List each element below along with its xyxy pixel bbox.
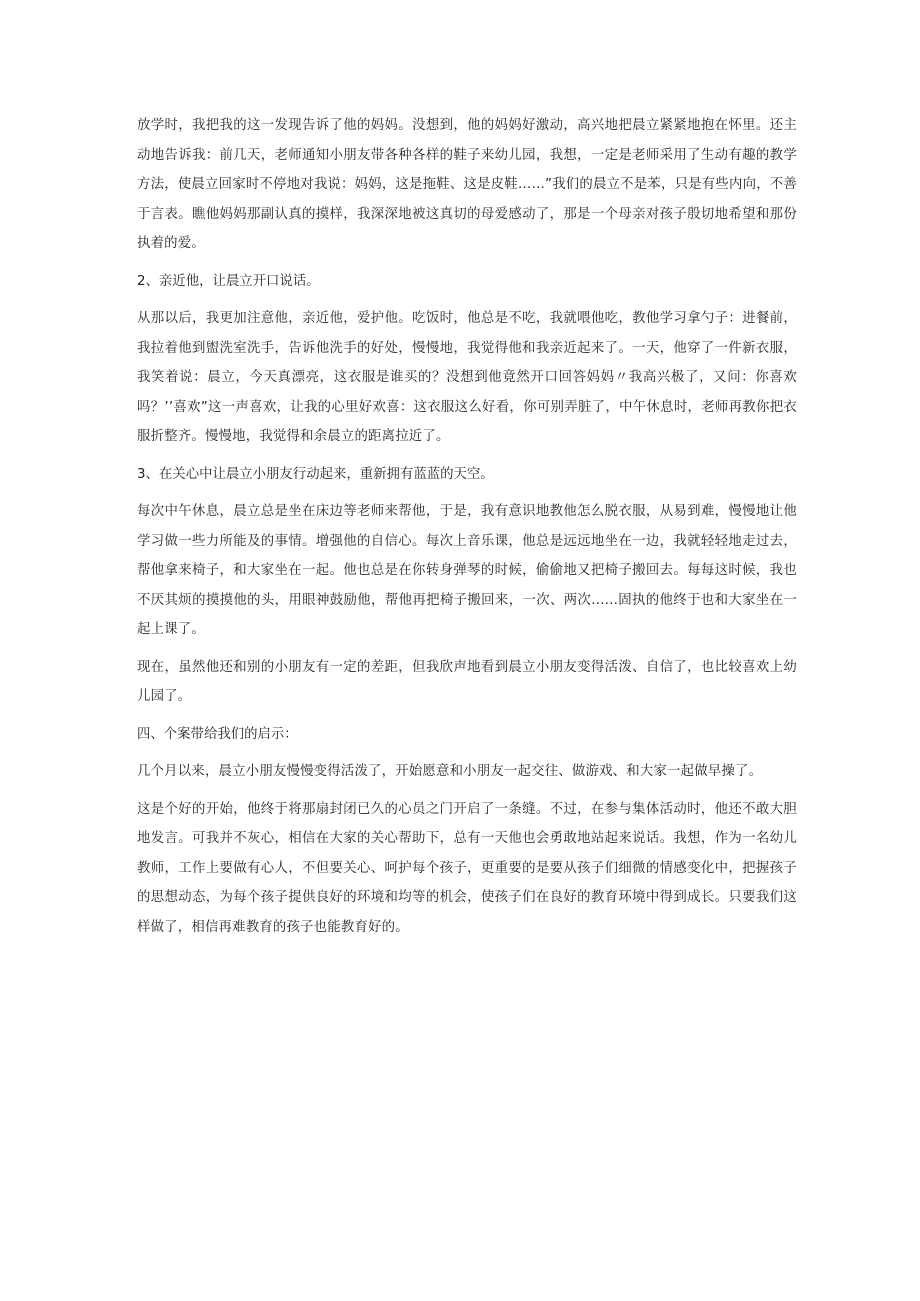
section-heading-2: 2、亲近他，让晨立开口说话。 [137, 273, 320, 289]
paragraph-mother-reaction: 放学时，我把我的这一发现告诉了他的妈妈。没想到，他的妈妈好激动，高兴地把晨立紧紧地抱在怀里。还主动地告诉我：前几天，老师通知小朋友带各种各样的鞋子来幼儿园，我想，一定是老师采用了生动有趣的教学方法，使晨立回家时不停地对我说：妈妈，这是拖鞋、这是皮鞋……”我们的晨立不是苯，只是有些内向，不善于言表。瞧他妈妈那副认真的摸样，我深深地被这真切的母爱感动了，那是一个母亲对孩子殷切地希望和那份执着的爱。 [137, 118, 797, 251]
section-heading-3: 3、在关心中让晨立小朋友行动起来，重新拥有蓝蓝的天空。 [137, 466, 494, 482]
document-page [137, 111, 797, 950]
paragraph-getting-close: 从那以后，我更加注意他，亲近他，爱护他。吃饭时，他总是不吃，我就喂他吃，教他学习拿勺子：进餐前，我拉着他到盥洗室洗手，告诉他洗手的好处，慢慢地，我觉得他和我亲近起来了。一天，他穿了一件新衣服，我笑着说：晨立，今天真漂亮，这衣服是谁买的？没想到他竟然开口回答妈妈〃我高兴极了，又问：你喜欢吗？’’喜欢”这一声喜欢，让我的心里好欢喜：这衣服这么好看，你可别弄脏了，中午休息时，老师再教你把衣服折整齐。慢慢地，我觉得和余晨立的距离拉近了。 [137, 311, 797, 444]
paragraph-conclusion: 这是个好的开始，他终于将那扇封闭已久的心员之门开启了一条缝。不过，在参与集体活动时，他还不敢大胆地发言。可我并不灰心，相信在大家的关心帮助下，总有一天他也会勇敢地站起来说话。我想，作为一名幼儿教师，工作上要做有心人，不但要关心、呵护每个孩子，更重要的是要从孩子们细微的情感变化中，把握孩子的思想动态，为每个孩子提供良好的环境和均等的机会，使孩子们在良好的教育环境中得到成长。只要我们这样做了，相信再难教育的孩子也能教育好的。 [137, 801, 797, 935]
paragraph-nap-music: 每次中午休息，晨立总是坐在床边等老师来帮他，于是，我有意识地教他怎么脱衣服，从易到难，慢慢地让他学习做一些力所能及的事情。增强他的自信心。每次上音乐课，他总是远远地坐在一边，我就轻轻地走过去，帮他拿来椅子，和大家坐在一起。他也总是在你转身弹琴的时候，偷偷地又把椅子搬回去。每每这时候，我也不厌其烦的摸摸他的头，用眼神鼓励他，帮他再把椅子搬回来，一次、两次......固执的他终于也和大家坐在一起上课了。 [137, 504, 797, 637]
paragraph-current-status: 现在，虽然他还和别的小朋友有一定的差距，但我欣声地看到晨立小朋友变得活泼、自信了，也比较喜欢上幼儿园了。 [137, 659, 797, 704]
section-heading-4: 四、个案带给我们的启示： [137, 726, 298, 742]
paragraph-months-progress: 几个月以来，晨立小朋友慢慢变得活泼了，开始愿意和小朋友一起交往、做游戏、和大家一起做早操了。 [137, 764, 763, 779]
